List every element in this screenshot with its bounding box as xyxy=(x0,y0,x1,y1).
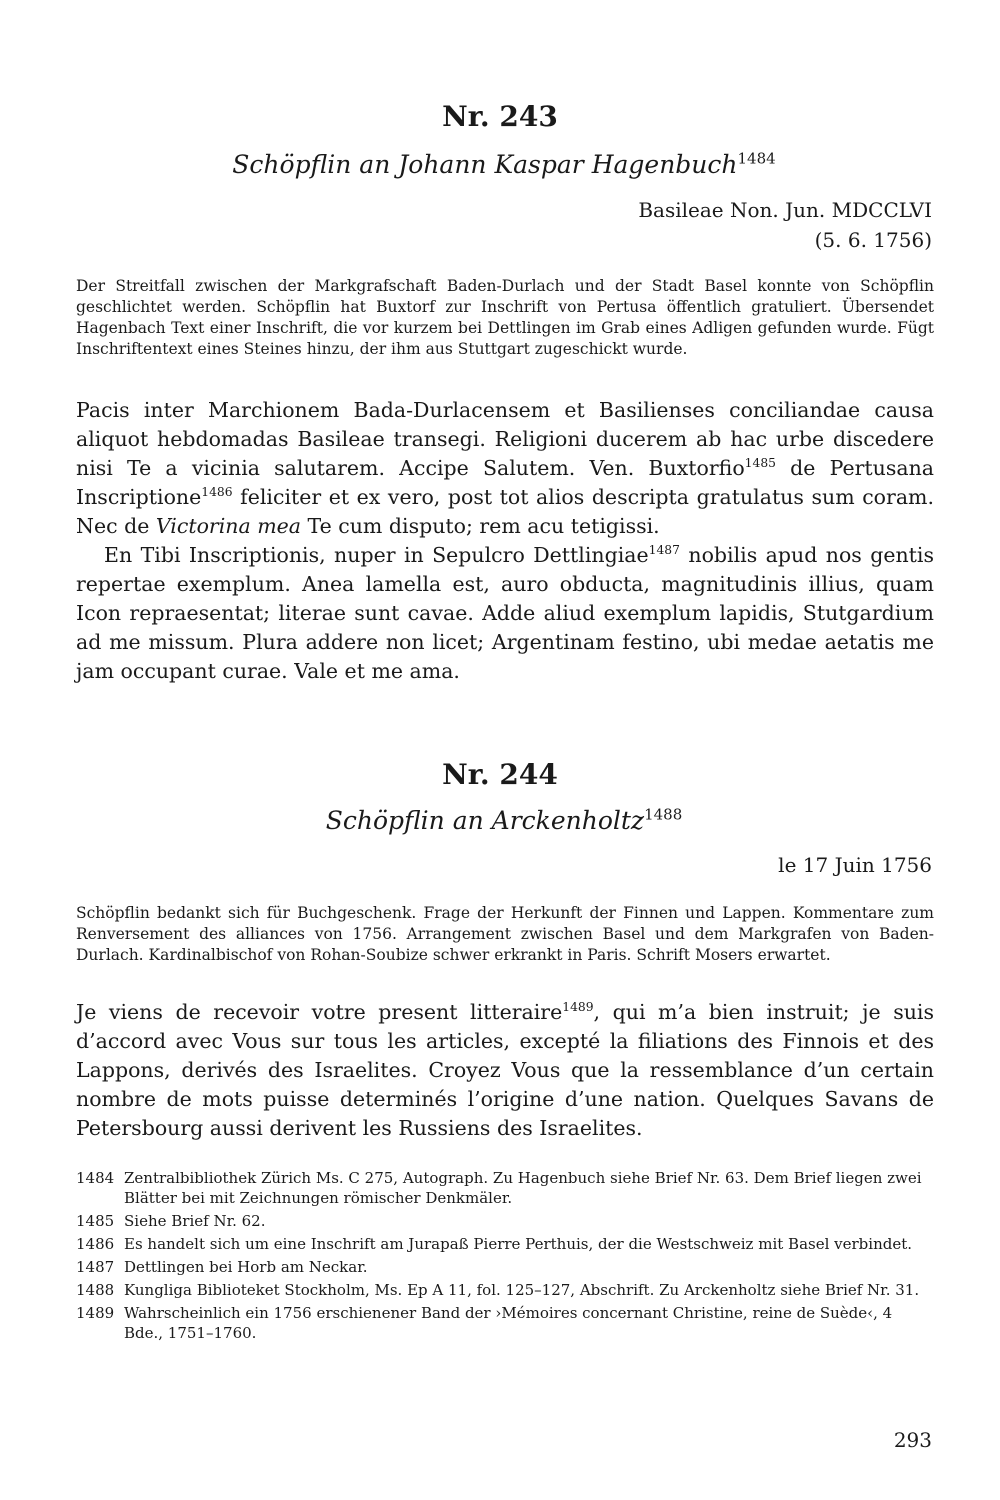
letter-title-text: Schöpflin an Johann Kaspar Hagenbuch xyxy=(232,150,738,179)
letter-title-text: Schöpflin an Arckenholtz xyxy=(325,806,645,835)
footnote xyxy=(76,1211,936,1231)
footnote-ref: 1486 xyxy=(201,485,233,500)
footnote-text: Dettlingen bei Horb am Neckar. xyxy=(124,1258,368,1276)
body-text: Te cum disputo; rem acu tetigissi. xyxy=(301,514,660,538)
footnote xyxy=(76,1234,936,1254)
body-paragraph xyxy=(76,541,934,686)
footnote-text: Wahrscheinlich ein 1756 erschienener Band der ›Mémoires concernant Christine, reine de Suède‹, 4 Bde., 1751–1760. xyxy=(124,1304,893,1342)
footnote-ref: 1487 xyxy=(648,543,680,558)
footnote-text: Siehe Brief Nr. 62. xyxy=(124,1212,266,1230)
body-text: feliciter et ex vero, post tot alios descripta gratulatus sum coram. Nec de xyxy=(76,485,934,538)
letter-body xyxy=(76,998,934,1143)
body-text: , qui m’a bien instruit; je suis d’accord avec Vous sur tous les articles, excepté la filiations des Finnois et des Lappons, derivés des Israelites. Croyez Vous que la ressemblance d’un certain nombre de mots puisse determinés l’origine d’une nation. Quelques Savans de Petersbourg aussi derivent les Russiens des Israelites. xyxy=(76,1000,934,1140)
letter-number: Nr. 244 xyxy=(442,758,558,791)
body-text: En Tibi Inscriptionis, nuper in Sepulcro Dettlingiae xyxy=(104,543,649,567)
letter-body xyxy=(76,396,934,686)
letter-number: Nr. 243 xyxy=(442,100,558,133)
letter-date: le 17 Juin 1756 xyxy=(778,853,932,877)
body-text: nobilis apud nos gentis repertae exemplum. Anea lamella est, auro obducta, magnitudinis illius, quam Icon repraesentat; literae sunt cavae. Adde aliud exemplum lapidis, Stutgardium ad me missum. Plura addere non licet; Argentinam festino, ubi medae aetatis me jam occupant curae. Vale et me ama. xyxy=(76,543,934,683)
body-text: Je viens de recevoir votre present litteraire xyxy=(76,1000,563,1024)
footnote-number: 1485 xyxy=(76,1212,115,1230)
footnote xyxy=(76,1168,936,1208)
footnote-text: Zentralbibliothek Zürich Ms. C 275, Autograph. Zu Hagenbuch siehe Brief Nr. 63. Dem Brief liegen zwei Blätter bei mit Zeichnungen römischer Denkmäler. xyxy=(124,1169,922,1207)
footnote xyxy=(76,1280,936,1300)
footnote-ref: 1484 xyxy=(737,149,776,168)
footnotes xyxy=(76,1168,936,1346)
letter-summary: Schöpflin bedankt sich für Buchgeschenk. Frage der Herkunft der Finnen und Lappen. Kommentare zum Renversement des alliances von 1756. Arrangement zwischen Basel und dem Markgrafen von Baden-Durlach. Kardinalbischof von Rohan-Soubize schwer erkrankt in Paris. Schrift Mosers erwartet. xyxy=(76,904,934,964)
footnote-number: 1486 xyxy=(76,1235,115,1253)
footnote xyxy=(76,1257,936,1277)
letter-date: Basileae Non. Jun. MDCCLVI xyxy=(638,198,932,222)
footnote-text: Es handelt sich um eine Inschrift am Jurapaß Pierre Perthuis, der die Westschweiz mit Basel verbindet. xyxy=(124,1235,913,1253)
footnote-number: 1487 xyxy=(76,1258,115,1276)
footnote-number: 1488 xyxy=(76,1281,115,1299)
body-text: de Pertusana Inscriptione xyxy=(76,456,934,509)
footnote-ref: 1488 xyxy=(644,805,683,824)
letter-date-modern: (5. 6. 1756) xyxy=(814,228,932,252)
letter-summary: Der Streitfall zwischen der Markgrafschaft Baden-Durlach und der Stadt Basel konnte von Schöpflin geschlichtet werden. Schöpflin hat Buxtorf zur Inschrift von Pertusa öffentlich gratuliert. Übersendet Hagenbach Text einer Inschrift, die vor kurzem bei Dettlingen im Grab eines Adligen gefunden wurde. Fügt Inschriftentext eines Steines hinzu, der ihm aus Stuttgart zugeschickt wurde. xyxy=(76,277,934,358)
footnote-number: 1489 xyxy=(76,1304,115,1322)
footnote-number: 1484 xyxy=(76,1169,115,1187)
footnote-ref: 1489 xyxy=(562,1000,594,1015)
page-number: 293 xyxy=(893,1428,932,1452)
letter-title xyxy=(75,806,933,835)
body-paragraph xyxy=(76,396,934,541)
footnote-text: Kungliga Biblioteket Stockholm, Ms. Ep A 11, fol. 125–127, Abschrift. Zu Arckenholtz siehe Brief Nr. 31. xyxy=(124,1281,920,1299)
body-paragraph xyxy=(76,998,934,1143)
letter-title xyxy=(75,150,933,179)
italic-text: Victorina mea xyxy=(155,514,301,538)
footnote xyxy=(76,1303,936,1343)
body-text: Pacis inter Marchionem Bada-Durlacensem et Basilienses conciliandae causa aliquot hebdomadas Basileae transegi. Religioni ducerem ab hac urbe discedere nisi Te a vicinia salutarem. Accipe Salutem. Ven. Buxtorfio xyxy=(76,398,934,480)
footnote-ref: 1485 xyxy=(744,456,776,471)
